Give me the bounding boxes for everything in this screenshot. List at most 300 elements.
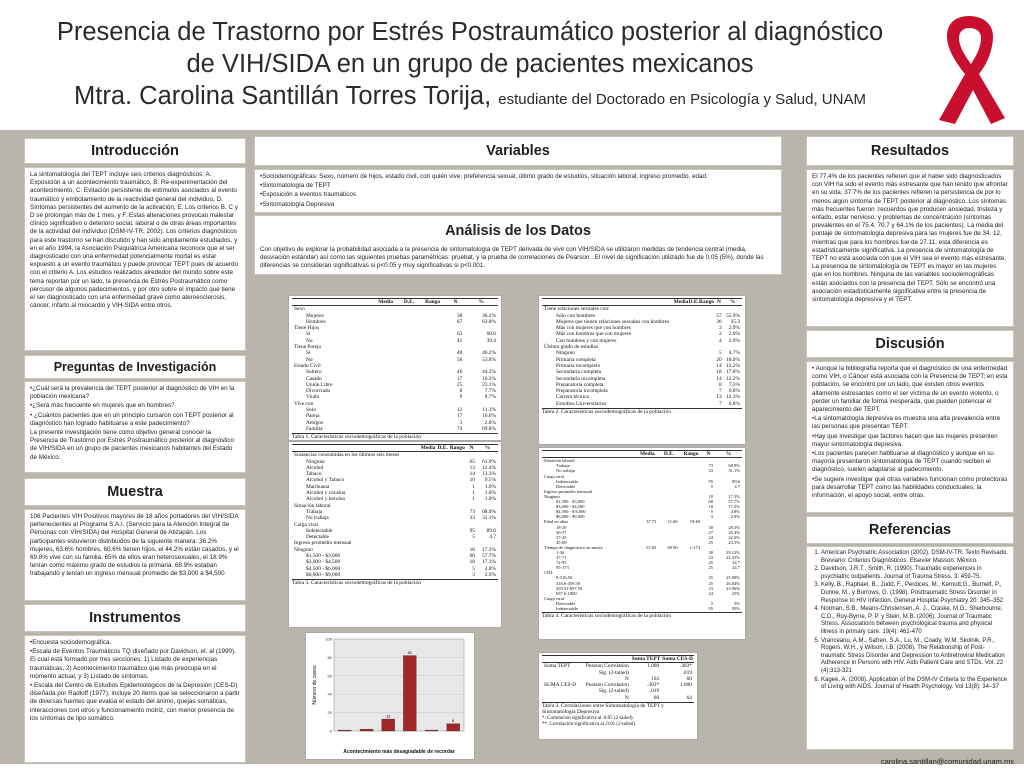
table-cell	[449, 572, 467, 578]
table-cell: Sig. (2-tailed)	[598, 688, 629, 695]
table-cell: 30	[708, 524, 714, 530]
table-2-caption: Tabla 3. Características sociodemográficas de la población	[292, 579, 498, 586]
table-cell: 5	[472, 565, 475, 572]
table-cell: No trabaja	[556, 468, 575, 474]
table-cell: 24.7	[732, 565, 740, 571]
table-cell: Detectable	[556, 600, 576, 606]
table-cell: 2.9%	[730, 514, 740, 520]
table-cell: Sí	[306, 331, 311, 338]
table-cell: 16.3%	[482, 375, 496, 382]
table-cell: 33	[708, 468, 714, 474]
table-cell: 3	[710, 514, 714, 520]
table-cell: SUMA CES-D	[544, 682, 577, 689]
table-cell: 24.7	[732, 560, 740, 566]
table-cell: 37-71	[556, 555, 567, 561]
data-label: 8	[452, 718, 455, 724]
table-3-grid	[542, 298, 742, 407]
table-cell: Hombres	[306, 318, 326, 325]
table-4-grid	[542, 450, 742, 611]
col-header: Media	[636, 451, 658, 458]
table-cell: $3,000 - $4,500	[306, 559, 341, 566]
table-cell: 18	[469, 546, 475, 553]
table-cell: 60.6	[486, 331, 496, 338]
table-cell: 38	[456, 312, 463, 319]
table-cell: 1.000	[679, 682, 692, 689]
table-cell: 4	[718, 337, 722, 344]
col-header: %	[477, 445, 498, 452]
table-5-note: *. Correlación significativa al .0.05 (2-tailed).	[542, 715, 634, 721]
table-cell: 68.9%	[728, 463, 740, 469]
table-cell: 12.4%	[482, 464, 496, 471]
table-cell: 8.7%	[484, 394, 496, 401]
table-cell: 18	[708, 493, 714, 499]
bar	[360, 729, 373, 731]
table-cell: 17.0%	[726, 369, 740, 376]
table-cell: 3.9%	[728, 337, 740, 344]
table-cell: 63.8%	[482, 318, 496, 325]
table-cell: Tiene Hijos	[294, 325, 320, 332]
table-cell: 67.83	[646, 544, 657, 550]
table-3-caption: Tabla 2. Características sociodemográficas de la población	[542, 408, 742, 415]
table-cell: $6,000 - $9,000	[306, 571, 341, 578]
table-1-grid	[292, 298, 498, 432]
table-cell: Más con mujeres que con hombres	[556, 325, 632, 332]
table-cell: Ninguno	[556, 350, 575, 357]
col-header: Rango	[449, 445, 465, 451]
discussion-item: •Hay que investigar que factores hacen que las mujeres presenten mayor sintomatología depresiva.	[812, 432, 998, 448]
table-cell: $3,000 - $4,500	[556, 504, 585, 510]
y-tick-label: 0	[329, 728, 332, 734]
table-cell: 37-45	[556, 534, 567, 540]
table-cell: Carga viral	[294, 521, 318, 528]
table-cell: 18	[716, 369, 722, 376]
instrument-item: •Escala de Eventos Traumáticos TQ diseñado por Davidson, et. al (1990). El cual está formado por tres secciones: 1) Listado de experiencias traumáticas, 2) Acontecimiento traumático que más preocupa en el momento actual, y 3) Listado de síntomas.	[30, 648, 236, 680]
table-cell: 61.9%	[482, 458, 496, 465]
table-cell: 1	[472, 490, 475, 497]
table-cell: 697.6-1800	[556, 590, 577, 596]
reference-item: 2. Davidson, J.R.T., Smith, R. (1990). Traumatic experiences in psychiatric outpatients. Journal of Trauma Stress. 3: 459-75.	[821, 566, 1008, 581]
table-cell: .303*	[679, 663, 692, 670]
intro-text: La sintomatología del TEPT incluye seis criterios diagnósticos: A. Exposición a un acontecimiento traumático, B. Re-experimentación del acontecimiento, C. Evitación persistente de estímulos asociados al evento traumático y embotamiento de la reactividad general del individuo, D. Síntomas persistentes del aumento de la activación, E. Los criterios B, C y D se prolongan más de 1 mes, y F. Estas alteraciones provocan malestar clínico significativo o deterioro social, laboral o de otras áreas importantes de la actividad del individuo (DSM-IV-TR, 2002). Los criterios diagnósticos para este trastorno se han discutido y han sido ampliamente estudiados, y en el año 1994, la Asociación Psiquiátrica Americana reconoce que el ser diagnosticado con una enfermedad potencialmente mortal es estar expuesto a un evento traumático y puede provocar TEPT pues de acuerdo con el criterio A. Los estudios realizados alrededor del mundo sobre este tema reportan por un lado, la presencia de Estrés Postraumático como percusor de algunos padecimientos, y por otro sobre el impacto que tiene el ser diagnosticado con una enfermedad grave como ateroesclerosis, cáncer, infarto al miocardio y VIH-SIDA entre otros.	[30, 171, 239, 310]
table-cell: 60	[686, 675, 692, 682]
table-cell: 1-36	[556, 549, 565, 555]
table-cell: 7	[718, 388, 722, 395]
col-header: Suma TEPT	[631, 656, 661, 662]
reference-item: 4. Norman, S.B., Means-Christensen, A. J., Craske, M.G., Sherbourne, C.D., Roy-Byrne, P. P. y Stein, M.B. (2006). Journal of Traumatic Stress. Associations between psychological trauma and physical illness in primary care. 19(4): 461-470	[821, 606, 1008, 636]
table-row	[542, 306, 742, 313]
table-cell: 60.90	[667, 544, 678, 550]
table-cell: 95%	[731, 606, 740, 612]
col-header: Rango	[680, 451, 703, 458]
table-cell: No	[306, 337, 313, 344]
col-header: D.E.	[658, 451, 679, 458]
results-header: Resultados	[806, 136, 1014, 166]
references-body	[806, 546, 1014, 750]
question-item: •¿Será más frecuente en mujeres que en hombres?	[30, 402, 175, 410]
table-cell: 60	[469, 553, 475, 560]
table-cell	[372, 306, 400, 313]
table-cell: 1	[472, 496, 475, 503]
table-cell: Pareja	[306, 413, 320, 420]
table-4-caption: Tabla 4. Características sociodemográficas de la población	[542, 612, 742, 619]
table-cell: 4.7	[489, 534, 496, 541]
table-cell: 13.3%	[482, 471, 496, 478]
table-row	[542, 695, 694, 701]
table-cell: Ninguna	[306, 458, 325, 465]
table-cell: 12.3%	[726, 394, 740, 401]
intro-body	[24, 167, 246, 351]
reference-item: 5. Vranceanu, A.M., Safren, S.A., Lu, M., Coady, W.M. Skolnik, P.R., Rogers, W.H., y Wilson, I.B. (2008). The Relationship of Post-traumatic Stress Disorder and Depression to Antiretroviral Medication Adherence in Persons with HIV. Aids Patient Care and STDs. Vol. 22 (4):313-321	[821, 638, 1008, 676]
sample-header: Muestra	[24, 478, 246, 506]
table-cell: 28.3%	[728, 524, 740, 530]
discussion-header: Discusión	[806, 330, 1014, 358]
table-cell: Primaria completa	[556, 356, 596, 363]
table-cell: 3	[459, 419, 463, 426]
table-cell: 14	[469, 471, 475, 478]
table-cell: 1.0%	[484, 496, 496, 503]
table-cell: 102	[651, 675, 660, 682]
table-cell: 67	[456, 318, 463, 325]
col-header: N	[447, 299, 465, 306]
table-cell: Carrera técnica	[556, 394, 589, 401]
table-cell: Tiempo de diagnóstico en meses	[544, 544, 603, 550]
table-cell: 89.6	[732, 478, 740, 484]
table-cell: Detectable	[556, 483, 576, 489]
analysis-section	[254, 215, 782, 275]
table-cell	[420, 452, 437, 459]
table-row	[292, 426, 498, 432]
table-cell: 63	[456, 331, 463, 338]
table-cell: 46	[456, 369, 463, 376]
instruments-header: Instrumentos	[24, 604, 246, 632]
table-cell: 33	[469, 515, 475, 522]
table-cell	[674, 306, 689, 313]
table-cell: 25	[708, 560, 714, 566]
table-cell: 10	[469, 477, 475, 484]
table-cell: 17.3%	[482, 546, 496, 553]
table-cell: 20	[716, 356, 722, 363]
bar	[425, 730, 438, 731]
table-cell: 18-29	[556, 524, 567, 530]
sample-text: 106 Pacientes VIH Positivos mayores de 18 años portadores del VIH/SIDA pertenecientes al Programa S.A.I. (Servicio para la Atención Integral de Personas con VIH/SIDA) del Hospital General de Atizapán. Los participantes estuvieron distribuidos de la siguiente manera: 36.2% mujeres, 63.6% hombres, 60.6% tienen hijos, el 44.2% están casados, y el 69.8% vive con su familia. 65% de ellos eran heterosexuales, el 18.9% tenían como máximo grado de estudios la primaria. 68.9% estaban trabajando y tenían un ingreso mensual promedio de $3,000 a $4,500	[30, 513, 239, 578]
col-header: Suma CES-D	[662, 656, 693, 662]
table-cell: 9	[459, 394, 463, 401]
table-cell: 48	[456, 350, 463, 357]
table-cell: 25	[708, 539, 714, 545]
data-label: 82	[407, 650, 413, 656]
table-cell: $1,500 - $3,000	[556, 499, 585, 505]
contact-email[interactable]: carolina.santillan@comunidad.unam.mx	[880, 757, 1014, 766]
table-cell: Familia	[306, 425, 323, 432]
table-cell: Edad en años	[544, 519, 568, 525]
table-cell: 74	[456, 425, 463, 432]
col-header: N	[714, 299, 724, 306]
y-tick-label: 20	[327, 710, 332, 716]
table-cell: 1.0%	[484, 483, 496, 490]
table-cell: Con hombres y con mujeres	[556, 337, 617, 344]
table-3-body	[542, 306, 742, 407]
table-row	[292, 572, 498, 578]
col-header: Rango	[699, 299, 714, 305]
table-cell	[437, 452, 449, 459]
discussion-item: • Aunque la bibliografía reporta que el diagnóstico de una enfermedad como VIH, o Cáncer está asociada con la Presencia de TEPT; en esta población, se encontró por un lado, que existen otros eventos altamente estresantes como el ser víctima de un evento violento, o perder un familiar de forma inesperada, que pueden potenciar el aparecimiento del TEPT.	[812, 365, 1008, 414]
table-cell: 39.4	[486, 337, 496, 344]
table-cell: Indetectable	[556, 606, 578, 612]
y-tick-label: 60	[327, 673, 332, 679]
author-role: estudiante del Doctorado en Psicología y Salud, UNAM	[498, 91, 866, 108]
analysis-header: Análisis de los Datos	[445, 223, 591, 239]
table-cell: Alcohol y cocaína	[306, 490, 346, 497]
table-cell: Suma TEPT	[544, 663, 571, 670]
table-cell: Primaria incompleta	[556, 362, 600, 369]
table-cell: Estudios Universitarios	[556, 400, 607, 407]
questions-body	[24, 381, 246, 473]
table-cell: 5	[472, 534, 475, 541]
table-cell: 60	[653, 694, 660, 701]
instrument-item: • Escala del Centro de Estudios Epidemiológicos de la Depresión (CES-D) diseñada por Radloff (1977), incluye 20 ítems que se seleccionaron a partir de diversas fuentes que evalúa el estado del ánimo, quejas somáticas, interacciones con otros y funcionamiento motriz, con menor presencia de los síntomas de tipo somático.	[30, 682, 240, 722]
table-cell: 25.00%	[726, 575, 740, 581]
table-cell: N	[624, 694, 629, 701]
table-cell: 95	[708, 606, 714, 612]
table-cell: 4.8%	[730, 509, 740, 515]
awareness-ribbon-icon	[925, 10, 1013, 128]
table-cell: 23	[708, 585, 714, 591]
table-cell	[689, 306, 699, 313]
table-cell: 29.12%	[726, 549, 740, 555]
table-cell: 89.6	[486, 527, 496, 534]
references-list	[812, 550, 1008, 692]
table-cell: Pearson Correlation	[585, 663, 629, 670]
table-cell: $4,500 - $6,000	[306, 565, 341, 572]
table-cell: 72-95	[556, 560, 567, 566]
table-cell: 25%	[731, 590, 740, 596]
table-cell: 60	[708, 499, 714, 505]
table-cell: Situación laboral	[294, 502, 331, 509]
table-row	[292, 306, 498, 313]
table-cell: 13	[469, 464, 475, 471]
table-cell: 8	[718, 381, 722, 388]
bar	[338, 730, 351, 731]
y-tick-label: 40	[327, 691, 332, 697]
table-cell: 12	[456, 407, 463, 414]
table-cell: 65	[469, 458, 475, 465]
sample-body	[24, 509, 246, 601]
table-cell	[372, 426, 400, 432]
table-cell	[699, 401, 714, 407]
table-5-note: **. Correlación significativa al .0.01 (2-tailed).	[542, 721, 637, 727]
variables-header: Variables	[254, 136, 782, 166]
table-cell: 36	[716, 318, 722, 325]
table-cell: Viudo	[306, 394, 320, 401]
table-cell: 17	[456, 375, 463, 382]
table-5-grid	[542, 655, 694, 701]
analysis-text: Con objetivo de explorar la probabilidad asociada a la presencia de sintomatología de TEPT derivada de vivir con VIH/SIDA se utilizaron medidas de tendencia central (media, desviación estándar) así como las siguientes pruebas paramétricas: pruebat, y la prueba de correlaciones de Pearson . El nivel de significación utilizado fue de 0.05 (5%), donde las diferencias se consideran significativas si p<0.05 y muy significativas si p<0.001.	[260, 246, 764, 270]
title-line-1: Presencia de Trastorno por Estrés Postraumático posterior al diagnóstico	[56, 18, 884, 46]
table-cell: $1,500 - $3,000	[306, 553, 341, 560]
table-cell: 9.5%	[484, 477, 496, 484]
table-cell: 7.7%	[484, 388, 496, 395]
objective-text: La presente investigación tiene como objetivo general conocer la Presencia de Trastorno por Estrés Postraumático posterior al diagnóstico de VIH/SIDA en un grupo de pacientes mexicanos habitantes del Estado de México.	[30, 429, 235, 461]
table-cell: Ingreso promedio mensual	[294, 540, 352, 547]
table-cell: 14	[716, 375, 722, 382]
table-cell: 11.3%	[482, 407, 496, 414]
table-cell: 95-173	[556, 565, 569, 571]
table-cell: 2.8%	[484, 419, 496, 426]
table-1-caption: Tabla 1. Características sociodemográficas de la población	[292, 433, 498, 440]
table-cell: 5	[718, 350, 722, 357]
table-cell	[680, 606, 703, 611]
table-cell: 25	[708, 580, 714, 586]
table-cell: 95	[469, 527, 475, 534]
table-cell	[699, 306, 714, 313]
table-cell: 23.96%	[726, 585, 740, 591]
table-cell: 23.5%	[728, 539, 740, 545]
variable-item: •Sintomatología de TEPT	[260, 182, 331, 190]
table-cell: Ninguno	[294, 546, 313, 553]
table-cell: 57	[716, 312, 722, 319]
table-cell: .019	[682, 669, 692, 676]
table-cell: 44.2%	[482, 369, 496, 376]
col-header: D.E.	[399, 299, 418, 306]
table-cell: 73	[469, 508, 475, 515]
table-cell: Trabaja	[306, 508, 323, 515]
table-cell: Preparatoria incompleta	[556, 388, 608, 395]
table-cell: 4.8%	[484, 565, 496, 572]
table-cell	[658, 606, 679, 611]
table-2	[288, 441, 502, 628]
table-cell	[714, 306, 724, 313]
table-cell: No trabaja	[306, 515, 329, 522]
table-cell: 316.6-459.50	[556, 580, 580, 586]
table-cell: 2	[718, 331, 722, 338]
poster-title	[0, 16, 940, 116]
table-cell: 17.3%	[728, 504, 740, 510]
intro-header: Introducción	[24, 138, 246, 164]
table-cell	[689, 401, 699, 407]
variable-item: •Sociodemográficas: Sexo, número de hijos, estado civil, con quién vive, preferencia sexual, último grado de estudios, situación laboral, ingreso promedio, edad.	[260, 173, 708, 180]
table-cell: 30-37	[556, 529, 567, 535]
instruments-body	[24, 635, 246, 763]
table-cell: Carga viral	[544, 595, 565, 601]
table-cell	[437, 572, 449, 578]
table-cell: Sólo con hombres	[556, 312, 595, 319]
table-cell: No	[306, 356, 313, 363]
table-cell	[464, 306, 498, 313]
author-line	[0, 80, 940, 116]
table-cell: Solo	[306, 407, 316, 414]
table-cell: 2.0%	[728, 331, 740, 338]
table-cell: Ingreso promedio mensual	[544, 488, 592, 494]
question-item: • ¿Cuántos pacientes que en un principio cursaron con TEPT posterior al diagnóstico han logrado habituarse a este padecimiento?	[30, 411, 234, 427]
table-row	[292, 452, 498, 459]
table-cell: Vive con	[294, 400, 314, 407]
table-cell: 5	[710, 509, 714, 515]
table-cell: .019	[649, 688, 660, 695]
table-cell	[399, 306, 418, 313]
table-cell: 45-69	[556, 539, 567, 545]
table-cell	[420, 572, 437, 578]
table-cell: Unión Libre	[306, 381, 333, 388]
table-cell: 22.6%	[728, 534, 740, 540]
table-cell: 68.9%	[482, 508, 496, 515]
table-cell: 25	[708, 565, 714, 571]
table-cell: Sig. (2-tailed)	[598, 669, 629, 676]
bar	[447, 724, 460, 731]
table-cell: 18-69	[689, 519, 701, 525]
table-cell: 56	[456, 356, 463, 363]
table-cell	[399, 426, 418, 432]
table-cell: Preparatoria completa	[556, 381, 604, 388]
table-cell: Mujeres que tienen relaciones sexuales con hombres	[556, 318, 670, 325]
table-cell: 4.7	[734, 483, 740, 489]
table-1	[288, 295, 502, 441]
table-cell: 22.33%	[726, 555, 740, 561]
table-cell: 7	[718, 400, 722, 407]
discussion-item: •Se sugiere investigar qué otras variables funcionan como protectoras para desarrollar TEPT como las habilidades conductuales, la información, el apoyo social, entre otras.	[812, 475, 1008, 500]
table-cell: 14	[716, 362, 722, 369]
table-cell	[636, 606, 658, 611]
chart-panel	[305, 632, 475, 760]
table-cell: 35.3	[730, 318, 740, 325]
table-cell	[419, 306, 447, 313]
plot-area	[334, 639, 464, 731]
col-header: Rango	[419, 299, 447, 306]
table-cell: 24	[708, 534, 714, 540]
table-cell: Sexo	[294, 306, 305, 313]
col-header	[542, 656, 581, 663]
variable-item: •Exposición a eventos traumáticos	[260, 191, 357, 199]
table-cell: 3	[718, 325, 722, 332]
col-header: N	[702, 451, 715, 458]
table-cell: 69.8%	[482, 425, 496, 432]
table-cell: Situación laboral	[544, 458, 575, 464]
table-cell: 31.1%	[482, 515, 496, 522]
col-header: Media	[372, 299, 400, 306]
table-row	[542, 663, 694, 670]
table-cell: Indetectable	[556, 478, 578, 484]
table-cell: 6.6%	[728, 388, 740, 395]
table-cell: 4.7%	[728, 350, 740, 357]
table-cell: CD4	[544, 570, 553, 576]
instrument-item: •Encuesta sociodemográfica.	[30, 639, 112, 646]
table-cell: 17.3%	[728, 493, 740, 499]
reference-item: 6. Kagee, A. (2008). Application of the DSM-IV Criteria to the Experience of Living with AIDS. Journal of Health Psychology. Vol 13(8): 34–37	[821, 677, 1008, 692]
table-cell: Casado	[306, 375, 322, 382]
table-cell: 2.9%	[728, 325, 740, 332]
table-cell: .303*	[647, 682, 660, 689]
table-cell: 13.2%	[726, 375, 740, 382]
table-cell: Pearson Correlation	[585, 682, 629, 689]
col-header: N	[466, 445, 477, 452]
variables-body	[254, 169, 782, 213]
table-cell: 30	[708, 549, 714, 555]
results-text: El 77.4% de los pacientes refieren que el haber sido diagnosticados con VIH ha sido el evento más estresante que han tenido que afrontar en su vida. 37.7% de los pacientes refieren la persistencia de por lo menos algún síntoma de TEPT posterior al diagnóstico. Los síntomas más frecuentes fueron :recuerdos que producen ansiedad, tristeza y enfado, estar nervioso, y problemas de concentración (síntomas prevalentes en el 75.4, 70.7 y 64.1% de los pacientes). La media del puntaje de sintomatología depresiva para las mujeres fue de 34. 12, mientras que para los hombres fue de 27.11, esta diferencia es estadísticamente significativa. La presencia de sintomatología de TEPT no está asociada con que el VIH sea el evento más estresante. La presencia de sintomatología de TEPT es mayor en las mujeres que en los hombres. Ninguna de las variables sociodemográficas están asociados con la presencia del TEPT. Sólo se encontró una asociación estadísticamente significativa entre la presencia de sintomatología depresiva y el TEPT.	[812, 173, 1008, 304]
table-cell: 53.8%	[482, 356, 496, 363]
table-cell: Amigos	[306, 419, 324, 426]
table-cell: 5	[710, 483, 714, 489]
table-cell: Alcohol y Tabaco	[306, 477, 345, 484]
table-cell: 37.73	[646, 519, 657, 525]
table-cell: 46.2%	[482, 350, 496, 357]
table-cell: Marihuana	[306, 483, 330, 490]
table-cell: Alcohol	[306, 464, 324, 471]
table-cell: $4,500 - $ 6,000	[556, 509, 586, 515]
table-cell: 36.2%	[482, 312, 496, 319]
table-5-body	[542, 663, 694, 701]
table-cell: 27	[708, 529, 714, 535]
table-cell: 18	[708, 504, 714, 510]
table-cell: 23	[708, 555, 714, 561]
